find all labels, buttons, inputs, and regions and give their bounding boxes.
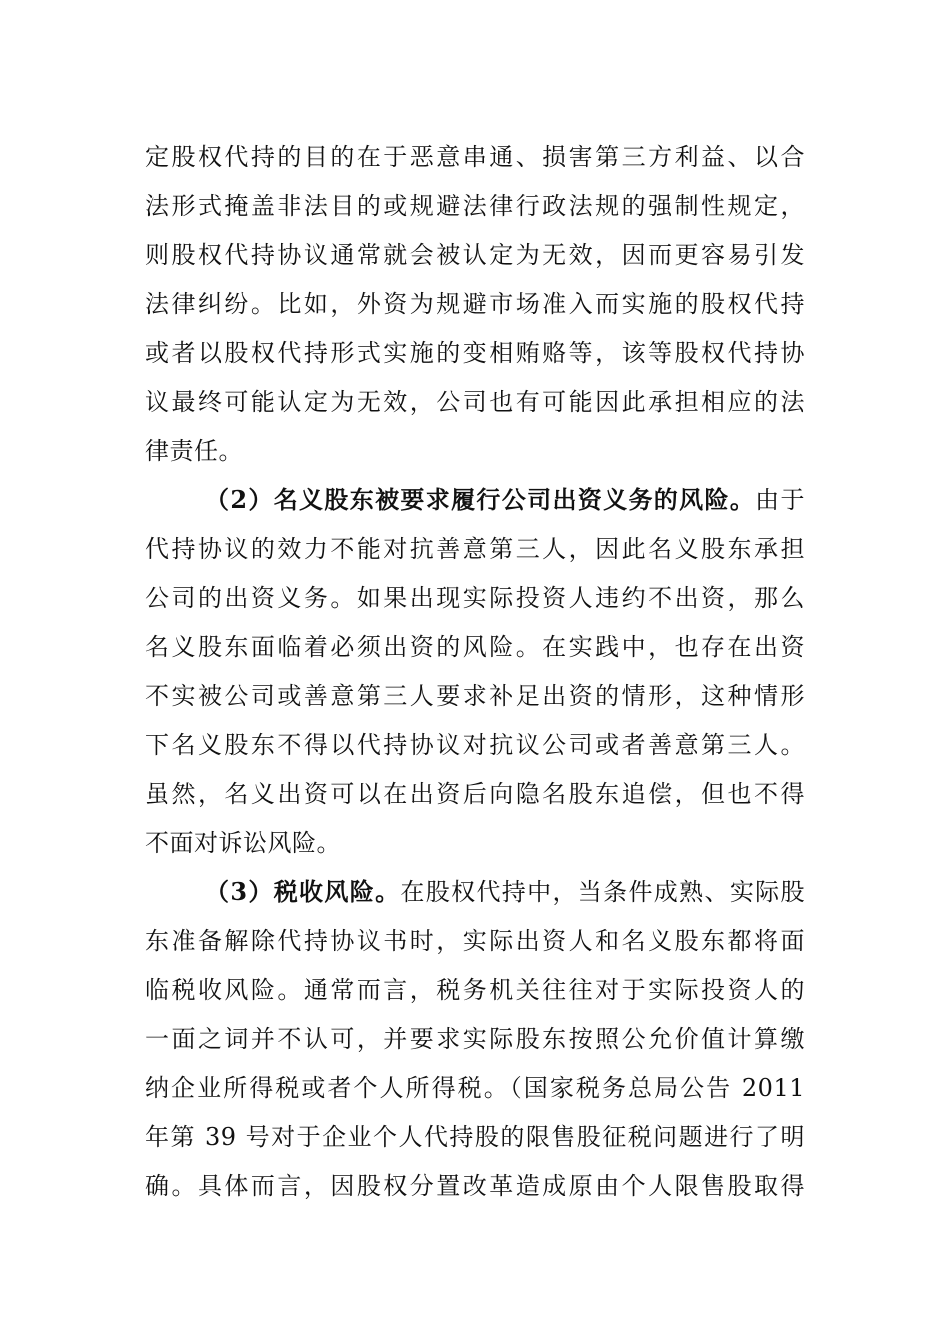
paragraph-line: 或者以股权代持形式实施的变相贿赂等，该等股权代持协	[145, 339, 805, 367]
paragraph-line: 代持协议的效力不能对抗善意第三人，因此名义股东承担	[145, 535, 805, 563]
paragraph-line: 法律纠纷。比如，外资为规避市场准入而实施的股权代持	[145, 290, 805, 318]
paragraph-line: 定股权代持的目的在于恶意串通、损害第三方利益、以合	[145, 143, 805, 171]
paragraph-line: 不实被公司或善意第三人要求补足出资的情形，这种情形	[145, 682, 805, 710]
paragraph-line: 则股权代持协议通常就会被认定为无效，因而更容易引发	[145, 241, 805, 269]
paragraph-line: 律责任。	[145, 437, 243, 465]
paragraph-line: 公司的出资义务。如果出现实际投资人违约不出资，那么	[145, 584, 805, 612]
section-2-first-line	[205, 480, 805, 520]
section-2-heading: （2）名义股东被要求履行公司出资义务的风险。	[205, 485, 756, 514]
paragraph-line: 纳企业所得税或者个人所得税。（国家税务总局公告 2011	[145, 1074, 805, 1102]
paragraph-line: 虽然，名义出资可以在出资后向隐名股东追偿，但也不得	[145, 780, 805, 808]
paragraph-line: 东准备解除代持协议书时，实际出资人和名义股东都将面	[145, 927, 805, 955]
section-3-heading-tail: 在股权代持中，当条件成熟、实际股	[400, 878, 806, 906]
paragraph-line: 下名义股东不得以代持协议对抗议公司或者善意第三人。	[145, 731, 805, 759]
paragraph-line: 议最终可能认定为无效，公司也有可能因此承担相应的法	[145, 388, 805, 416]
paragraph-line: 法形式掩盖非法目的或规避法律行政法规的强制性规定，	[145, 192, 805, 220]
section-3-heading: （3）税收风险。	[205, 877, 401, 906]
paragraph-line: 一面之词并不认可，并要求实际股东按照公允价值计算缴	[145, 1025, 805, 1053]
section-2-heading-tail: 由于	[755, 486, 805, 514]
section-3-first-line	[205, 872, 805, 912]
paragraph-line: 年第 39 号对于企业个人代持股的限售股征税问题进行了明	[145, 1123, 805, 1151]
paragraph-line: 确。具体而言，因股权分置改革造成原由个人限售股取得	[145, 1172, 805, 1200]
paragraph-line: 不面对诉讼风险。	[145, 829, 341, 857]
paragraph-line: 名义股东面临着必须出资的风险。在实践中，也存在出资	[145, 633, 805, 661]
paragraph-line: 临税收风险。通常而言，税务机关往往对于实际投资人的	[145, 976, 805, 1004]
